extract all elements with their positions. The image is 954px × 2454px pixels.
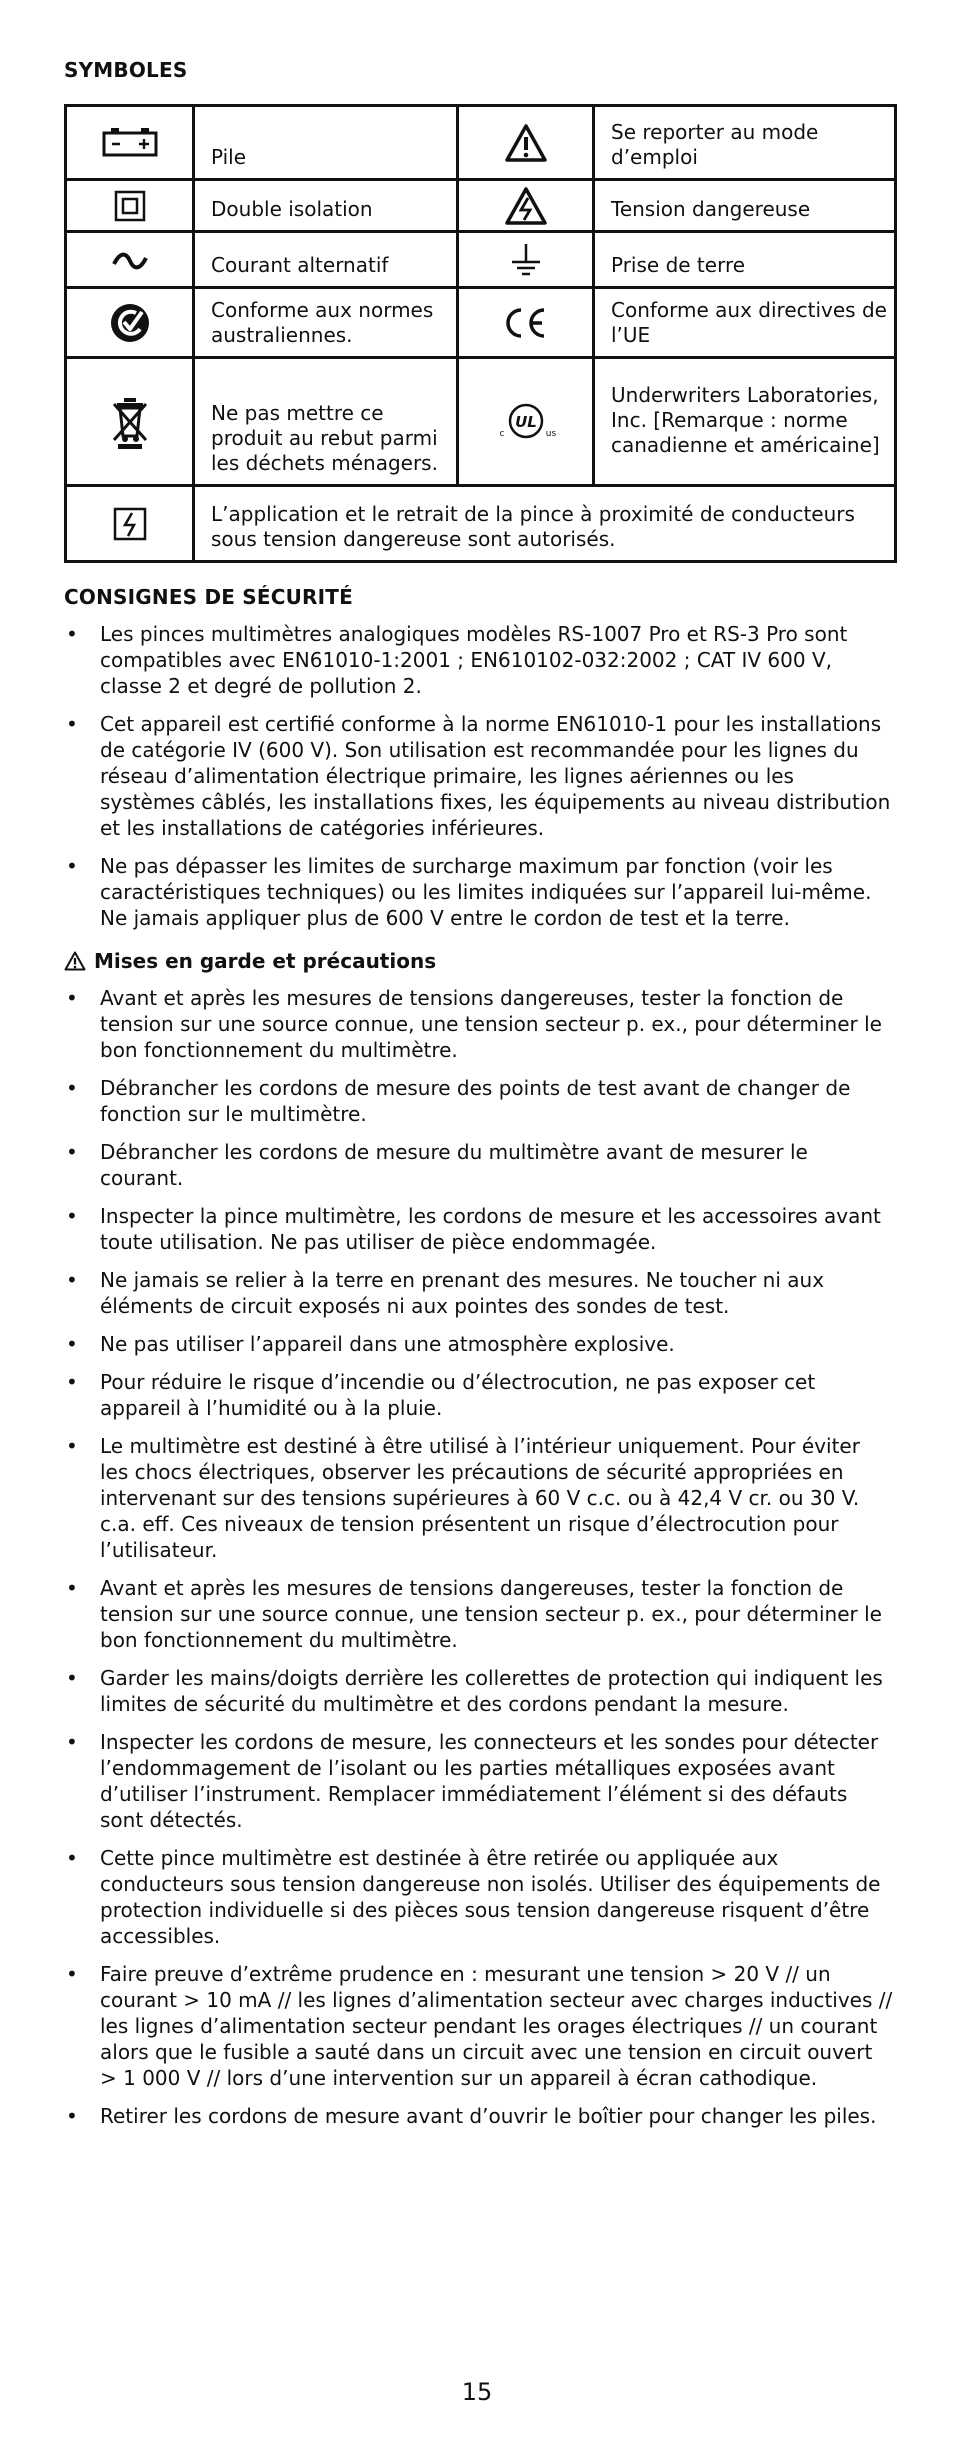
- list-item: • Ne jamais se relier à la terre en prenant des mesures. Ne toucher ni aux éléments de circuit exposés ni aux pointes des sondes de test.: [64, 1267, 894, 1319]
- symbol-row: [66, 288, 896, 358]
- list-item: • Ne pas utiliser l’appareil dans une atmosphère explosive.: [64, 1331, 894, 1357]
- list-item: • Garder les mains/doigts derrière les collerettes de protection qui indiquent les limites de sécurité du multimètre et des cordons pendant la mesure.: [64, 1665, 894, 1717]
- safety-heading: CONSIGNES DE SÉCURITÉ: [64, 585, 354, 609]
- list-item: • Inspecter les cordons de mesure, les connecteurs et les sondes pour détecter l’endommagement de l’isolant ou les parties métalliques exposées avant d’utiliser l’instrument. Remplacer immédiatement l’élément si des défauts sont détectés.: [64, 1729, 894, 1833]
- list-item: • Le multimètre est destiné à être utilisé à l’intérieur uniquement. Pour éviter les chocs électriques, observer les précautions de sécurité appropriées en intervenant sur des tensions supérieures à 60 V c.c. ou à 42,4 V cr. ou 30 V. c.a. eff. Ces niveaux de tension présentent un risque d’électrocution pour l’utilisateur.: [64, 1433, 894, 1563]
- ul-us-letters: us: [545, 428, 556, 439]
- symbol-row: [66, 106, 896, 180]
- live-conductor-clamp-icon: [112, 506, 148, 542]
- symbol-label-ul: Underwriters Laboratories, Inc. [Remarque : norme canadienne et américaine]: [594, 358, 896, 486]
- ul-c-letter: c: [499, 428, 504, 439]
- symbols-heading: SYMBOLES: [64, 58, 188, 82]
- warning-triangle-icon: [504, 123, 548, 163]
- symbols-table: [64, 104, 897, 563]
- list-item: • Cette pince multimètre est destinée à être retirée ou appliquée aux conducteurs sous tension dangereuse non isolés. Utiliser des équipements de protection individuelle si des pièces sous tension dangereuse risquent d’être accessibles.: [64, 1845, 894, 1949]
- high-voltage-triangle-icon: [504, 186, 548, 226]
- symbol-row: [66, 180, 896, 232]
- symbol-row: [66, 358, 896, 486]
- earth-ground-icon: [508, 242, 544, 278]
- list-item: • Avant et après les mesures de tensions dangereuses, tester la fonction de tension sur une source connue, une tension secteur p. ex., pour déterminer le bon fonctionnement du multimètre.: [64, 1575, 894, 1653]
- symbol-label-battery: Pile: [194, 106, 458, 180]
- page-number: 15: [461, 2378, 493, 2406]
- c-tick-icon: [109, 302, 151, 344]
- list-item: • Inspecter la pince multimètre, les cordons de mesure et les accessoires avant toute utilisation. Ne pas utiliser de pièce endommagée.: [64, 1203, 894, 1255]
- list-item: • Les pinces multimètres analogiques modèles RS-1007 Pro et RS-3 Pro sont compatibles avec EN61010-1:2001 ; EN610102-032:2002 ; CAT IV 600 V, classe 2 et degré de pollution 2.: [64, 621, 894, 699]
- symbol-row: [66, 232, 896, 288]
- symbol-label-live-conductor: L’application et le retrait de la pince à proximité de conducteurs sous tension dangereuse sont autorisés.: [194, 486, 896, 562]
- list-item: • Avant et après les mesures de tensions dangereuses, tester la fonction de tension sur une source connue, une tension secteur p. ex., pour déterminer le bon fonctionnement du multimètre.: [64, 985, 894, 1063]
- warnings-heading: Mises en garde et précautions: [94, 949, 437, 973]
- manual-page: [64, 58, 894, 2141]
- symbol-label-dangerous-voltage: Tension dangereuse: [594, 180, 896, 232]
- symbol-label-ce: Conforme aux directives de l’UE: [594, 288, 896, 358]
- ce-mark-icon: [502, 306, 550, 340]
- symbol-label-ac: Courant alternatif: [194, 232, 458, 288]
- safety-list: [64, 621, 894, 931]
- symbol-label-double-insulation: Double isolation: [194, 180, 458, 232]
- list-item: • Ne pas dépasser les limites de surcharge maximum par fonction (voir les caractéristiques techniques) ou les limites indiquées sur l’appareil lui-même. Ne jamais appliquer plus de 600 V entre le cordon de test et la terre.: [64, 853, 894, 931]
- ul-letters: UL: [514, 412, 537, 431]
- list-item: • Faire preuve d’extrême prudence en : mesurant une tension > 20 V // un courant > 10 mA // les lignes d’alimentation secteur avec charges inductives // les lignes d’alimentation secteur pendant les orages électriques // un courant alors que le fusible a sauté dans un circuit avec une tension en circuit ouvert > 1 000 V // lors d’une intervention sur un appareil à écran cathodique.: [64, 1961, 894, 2091]
- list-item: • Retirer les cordons de mesure avant d’ouvrir le boîtier pour changer les piles.: [64, 2103, 894, 2129]
- double-insulation-icon: [114, 190, 146, 222]
- symbol-label-manual: Se reporter au mode d’emploi: [594, 106, 896, 180]
- list-item: • Débrancher les cordons de mesure du multimètre avant de mesurer le courant.: [64, 1139, 894, 1191]
- warnings-heading-row: [64, 949, 894, 973]
- weee-crossed-bin-icon: [110, 394, 150, 450]
- list-item: • Cet appareil est certifié conforme à la norme EN61010-1 pour les installations de catégorie IV (600 V). Son utilisation est recommandée pour les lignes du réseau d’alimentation électrique primaire, les lignes aériennes ou les systèmes câblés, les installations fixes, les équipements au niveau distribution et les installations de catégories inférieures.: [64, 711, 894, 841]
- warning-triangle-icon: [64, 951, 86, 971]
- symbol-label-c-tick: Conforme aux normes australiennes.: [194, 288, 458, 358]
- alternating-current-icon: [112, 252, 148, 270]
- warnings-list: [64, 985, 894, 2129]
- list-item: • Pour réduire le risque d’incendie ou d’électrocution, ne pas exposer cet appareil à l’humidité ou à la pluie.: [64, 1369, 894, 1421]
- symbol-label-weee: Ne pas mettre ce produit au rebut parmi les déchets ménagers.: [194, 358, 458, 486]
- symbol-row-wide: [66, 486, 896, 562]
- safety-section: [64, 585, 894, 931]
- cul-us-mark-icon: [491, 400, 561, 444]
- symbol-label-ground: Prise de terre: [594, 232, 896, 288]
- list-item: • Débrancher les cordons de mesure des points de test avant de changer de fonction sur le multimètre.: [64, 1075, 894, 1127]
- battery-icon: [101, 127, 159, 159]
